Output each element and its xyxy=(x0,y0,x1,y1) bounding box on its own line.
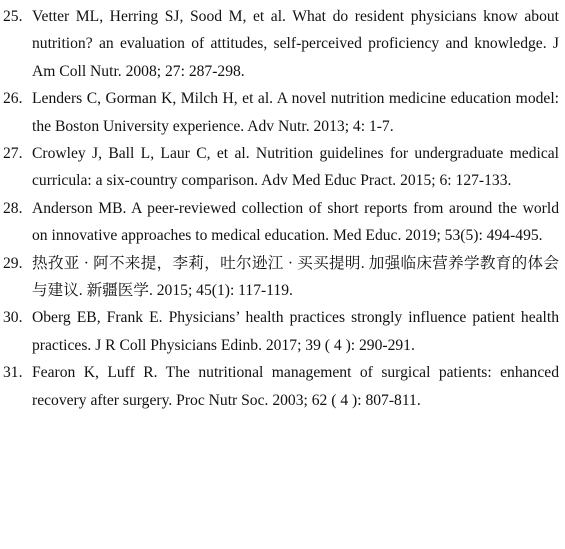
reference-number: 28. xyxy=(3,199,23,217)
reference-text: 热孜亚 · 阿不来提，李莉，吐尔逊江 · 买买提明. 加强临床营养学教育的体会与建议. 新疆医学. 2015; 45(1): 117-119. xyxy=(32,254,559,300)
reference-number: 25. xyxy=(3,8,23,25)
reference-text: Anderson MB. A peer-reviewed collection of short reports from around the world on innovative approaches to medical education. Med Educ. 2019; 53(5): 494-495. xyxy=(32,199,559,245)
reference-number: 26. xyxy=(3,90,23,108)
reference-item-25 xyxy=(3,3,559,85)
reference-number: 29. xyxy=(3,254,23,272)
reference-number: 27. xyxy=(3,145,23,163)
reference-text: Oberg EB, Frank E. Physicians’ health practices strongly influence patient health practices. J R Coll Physicians Edinb. 2017; 39 ( 4 ): 290-291. xyxy=(32,309,559,354)
reference-item-27 xyxy=(3,140,559,195)
reference-text: Lenders C, Gorman K, Milch H, et al. A novel nutrition medicine education model: the Boston University experience. Adv Nutr. 2013; 4: 1-7. xyxy=(32,90,559,135)
reference-text: Crowley J, Ball L, Laur C, et al. Nutrition guidelines for undergraduate medical curricula: a six-country comparison. Adv Med Educ Pract. 2015; 6: 127-133. xyxy=(32,145,559,190)
reference-item-26 xyxy=(3,85,559,140)
reference-item-28 xyxy=(3,195,559,250)
reference-number: 31. xyxy=(3,364,23,382)
reference-text: Fearon K, Luff R. The nutritional management of surgical patients: enhanced recovery after surgery. Proc Nutr Soc. 2003; 62 ( 4 ): 807-811. xyxy=(32,364,559,409)
reference-item-30 xyxy=(3,304,559,359)
reference-item-31 xyxy=(3,359,559,414)
reference-item-29 xyxy=(3,250,559,305)
reference-list xyxy=(3,3,559,414)
reference-number: 30. xyxy=(3,309,23,327)
reference-text: Vetter ML, Herring SJ, Sood M, et al. What do resident physicians know about nutrition? an evaluation of attitudes, self-perceived proficiency and knowledge. J Am Coll Nutr. 2008; 27: 287-298. xyxy=(32,8,559,80)
